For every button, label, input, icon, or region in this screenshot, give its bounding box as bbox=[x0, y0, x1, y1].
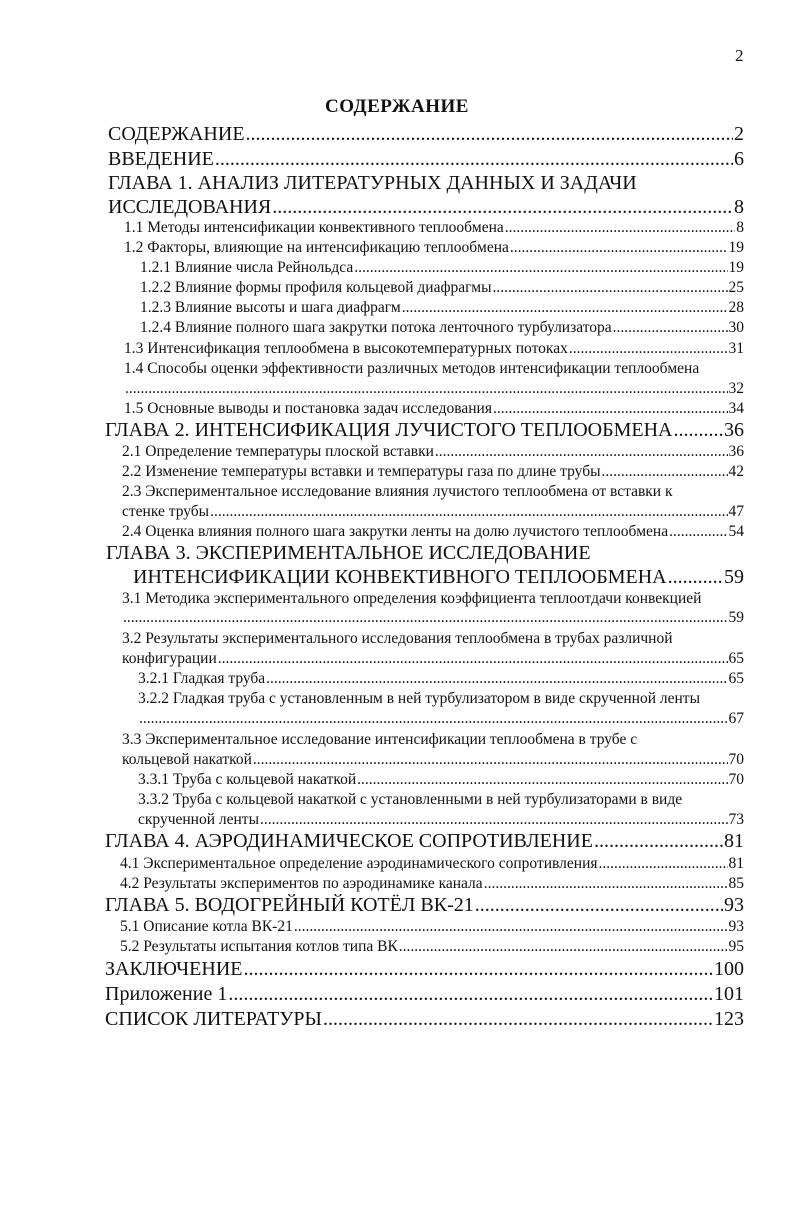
toc-entry[interactable] bbox=[122, 609, 744, 627]
toc-entry-text[interactable]: 1.4 Способы оценки эффективности различных методов интенсификации теплообмена bbox=[124, 360, 700, 377]
page-number: 2 bbox=[735, 46, 744, 65]
toc-entry-page: 70 bbox=[728, 751, 744, 768]
toc-leader bbox=[599, 855, 728, 873]
toc-entry-page: 59 bbox=[728, 609, 744, 626]
toc-entry[interactable] bbox=[105, 830, 744, 853]
toc-entry[interactable] bbox=[105, 1008, 744, 1031]
toc-leader bbox=[674, 419, 724, 442]
toc-leader bbox=[668, 566, 723, 589]
toc-entry-text: 1.3 Интенсификация теплообмена в высокотемпературных потоках bbox=[124, 340, 568, 357]
toc-entry[interactable] bbox=[133, 566, 744, 589]
toc-entry[interactable] bbox=[140, 259, 744, 277]
toc-entry-text: 1.2.2 Влияние формы профиля кольцевой диафрагмы bbox=[140, 279, 492, 296]
toc-entry[interactable] bbox=[122, 650, 744, 668]
toc-entry-page: 47 bbox=[728, 503, 744, 520]
toc-entry-text[interactable]: ГЛАВА 3. ЭКСПЕРИМЕНТАЛЬНОЕ ИССЛЕДОВАНИЕ bbox=[106, 542, 591, 564]
toc-leader bbox=[493, 400, 728, 418]
toc-leader bbox=[246, 123, 733, 146]
toc-entry-text: скрученной ленты bbox=[138, 811, 259, 828]
toc-entry-page: 19 bbox=[728, 259, 744, 276]
toc-leader bbox=[294, 918, 728, 936]
toc-entry-page: 30 bbox=[728, 319, 744, 336]
toc-title: СОДЕРЖАНИЕ bbox=[325, 96, 469, 117]
toc-entry[interactable] bbox=[122, 503, 744, 521]
toc-entry-text: 2.2 Изменение температуры вставки и температуры газа по длине трубы bbox=[122, 463, 601, 480]
toc-entry-text[interactable]: 3.2.2 Гладкая труба с установленным в ней турбулизатором в виде скрученной ленты bbox=[138, 690, 700, 707]
toc-entry[interactable] bbox=[140, 299, 744, 317]
toc-entry[interactable] bbox=[122, 443, 744, 461]
toc-entry-text: ВВЕДЕНИЕ bbox=[108, 148, 214, 170]
toc-leader bbox=[484, 875, 728, 893]
toc-entry[interactable] bbox=[120, 938, 744, 956]
toc-entry-text: СПИСОК ЛИТЕРАТУРЫ bbox=[105, 1008, 322, 1030]
toc-leader bbox=[139, 710, 728, 728]
toc-entry[interactable] bbox=[122, 523, 744, 541]
toc-entry[interactable] bbox=[138, 670, 744, 688]
toc-entry-text[interactable]: 3.1 Методика экспериментального определения коэффициента теплоотдачи конвекцией bbox=[122, 590, 702, 607]
toc-leader bbox=[272, 196, 733, 219]
toc-leader bbox=[123, 609, 728, 627]
toc-entry[interactable] bbox=[122, 463, 744, 481]
toc-entry-page: 54 bbox=[728, 523, 744, 540]
toc-entry-page: 36 bbox=[724, 419, 744, 441]
toc-entry-page: 67 bbox=[728, 710, 744, 727]
toc-entry-text: ЗАКЛЮЧЕНИЕ bbox=[105, 958, 243, 980]
toc-leader bbox=[594, 830, 723, 853]
toc-entry-page: 31 bbox=[728, 340, 744, 357]
toc-entry[interactable] bbox=[105, 983, 744, 1006]
toc-entry[interactable] bbox=[124, 400, 744, 418]
toc-entry-page: 70 bbox=[728, 771, 744, 788]
toc-entry-text[interactable]: 3.2 Результаты экспериментального исследования теплообмена в трубах различной bbox=[122, 630, 673, 647]
toc-leader bbox=[602, 463, 728, 481]
toc-entry-text: конфигурации bbox=[122, 650, 217, 667]
toc-leader bbox=[228, 983, 713, 1006]
toc-leader bbox=[669, 523, 727, 541]
toc-leader bbox=[399, 938, 728, 956]
toc-entry-page: 65 bbox=[728, 670, 744, 687]
toc-entry[interactable] bbox=[120, 918, 744, 936]
toc-entry-page: 36 bbox=[728, 443, 744, 460]
toc-entry[interactable] bbox=[120, 855, 744, 873]
toc-entry[interactable] bbox=[124, 380, 744, 398]
toc-leader bbox=[266, 670, 727, 688]
toc-leader bbox=[505, 219, 735, 237]
toc-leader bbox=[210, 503, 727, 521]
toc-entry[interactable] bbox=[108, 196, 744, 219]
toc-entry-text: 1.2.4 Влияние полного шага закрутки потока ленточного турбулизатора bbox=[140, 319, 612, 336]
toc-entry-text[interactable]: 3.3 Экспериментальное исследование интенсификации теплообмена в трубе с bbox=[122, 731, 638, 748]
toc-leader bbox=[613, 319, 728, 337]
toc-entry-text: 3.3.1 Труба с кольцевой накаткой bbox=[138, 771, 357, 788]
toc-leader bbox=[475, 894, 723, 917]
toc-entry-page: 19 bbox=[728, 239, 744, 256]
toc-leader bbox=[253, 751, 728, 769]
toc-entry-text: кольцевой накаткой bbox=[122, 751, 252, 768]
toc-entry-page: 34 bbox=[728, 400, 744, 417]
toc-entry[interactable] bbox=[120, 875, 744, 893]
toc-entry-text: 2.1 Определение температуры плоской вставки bbox=[122, 443, 434, 460]
toc-entry-page: 100 bbox=[714, 958, 744, 980]
toc-entry-text[interactable]: ГЛАВА 1. АНАЛИЗ ЛИТЕРАТУРНЫХ ДАННЫХ И ЗАДАЧИ bbox=[108, 172, 637, 194]
toc-entry-text: ИНТЕНСИФИКАЦИИ КОНВЕКТИВНОГО ТЕПЛООБМЕНА bbox=[133, 566, 667, 588]
toc-entry-text: ГЛАВА 5. ВОДОГРЕЙНЫЙ КОТЁЛ ВК-21 bbox=[105, 894, 474, 916]
toc-entry[interactable] bbox=[124, 239, 744, 257]
toc-entry-text: Приложение 1 bbox=[105, 983, 228, 1005]
toc-entry[interactable] bbox=[105, 958, 744, 981]
toc-entry[interactable] bbox=[140, 279, 744, 297]
toc-entry-page: 59 bbox=[724, 566, 744, 588]
toc-entry-text: 5.2 Результаты испытания котлов типа ВК bbox=[120, 938, 398, 955]
toc-leader bbox=[354, 259, 727, 277]
toc-entry[interactable] bbox=[108, 123, 744, 146]
toc-entry-page: 42 bbox=[728, 463, 744, 480]
toc-leader bbox=[510, 239, 728, 257]
toc-entry[interactable] bbox=[105, 894, 744, 917]
toc-entry-text: 4.1 Экспериментальное определение аэродинамического сопротивления bbox=[120, 855, 598, 872]
toc-entry-text: СОДЕРЖАНИЕ bbox=[108, 123, 245, 145]
toc-entry-page: 8 bbox=[736, 219, 744, 236]
toc-entry-text: стенке трубы bbox=[122, 503, 210, 520]
toc-entry-text: 3.2.1 Гладкая труба bbox=[138, 670, 266, 687]
toc-entry-page: 85 bbox=[728, 875, 744, 892]
toc-entry-text: 1.2 Факторы, влияющие на интенсификацию теплообмена bbox=[124, 239, 509, 256]
toc-entry[interactable] bbox=[108, 148, 744, 171]
toc-entry-text: 2.4 Оценка влияния полного шага закрутки ленты на долю лучистого теплообмена bbox=[122, 523, 669, 540]
toc-entry-text: 5.1 Описание котла ВК-21 bbox=[120, 918, 293, 935]
toc-entry-page: 2 bbox=[734, 123, 744, 145]
toc-entry-text: 4.2 Результаты экспериментов по аэродинамике канала bbox=[120, 875, 483, 892]
toc-leader bbox=[569, 340, 728, 358]
toc-entry-page: 28 bbox=[728, 299, 744, 316]
toc-entry-page: 123 bbox=[714, 1008, 744, 1030]
toc-entry-page: 81 bbox=[728, 855, 744, 872]
toc-entry-page: 65 bbox=[728, 650, 744, 667]
toc-leader bbox=[243, 958, 713, 981]
toc-entry-text[interactable]: 2.3 Экспериментальное исследование влияния лучистого теплообмена от вставки к bbox=[122, 483, 673, 500]
toc-entry-text: 1.2.1 Влияние числа Рейнольдса bbox=[140, 259, 354, 276]
toc-entry[interactable] bbox=[138, 771, 744, 789]
toc-entry[interactable] bbox=[138, 811, 744, 829]
toc-leader bbox=[357, 771, 727, 789]
toc-entry-page: 93 bbox=[724, 894, 744, 916]
toc-entry-text: 1.1 Методы интенсификации конвективного теплообмена bbox=[124, 219, 504, 236]
toc-entry[interactable] bbox=[138, 710, 744, 728]
toc-leader bbox=[435, 443, 728, 461]
toc-leader bbox=[493, 279, 728, 297]
toc-entry-text: 1.5 Основные выводы и постановка задач исследования bbox=[124, 400, 492, 417]
toc-entry-page: 81 bbox=[724, 830, 744, 852]
toc-entry[interactable] bbox=[105, 419, 744, 442]
toc-entry-page: 73 bbox=[728, 811, 744, 828]
toc-entry-page: 25 bbox=[728, 279, 744, 296]
toc-leader bbox=[215, 148, 733, 171]
toc-entry-page: 32 bbox=[728, 380, 744, 397]
toc-entry-page: 101 bbox=[714, 983, 744, 1005]
toc-leader bbox=[125, 380, 728, 398]
toc-entry-page: 8 bbox=[734, 196, 744, 218]
toc-entry-page: 95 bbox=[728, 938, 744, 955]
toc-entry-text: ГЛАВА 2. ИНТЕНСИФИКАЦИЯ ЛУЧИСТОГО ТЕПЛООБМЕНА bbox=[105, 419, 673, 441]
toc-entry-text[interactable]: 3.3.2 Труба с кольцевой накаткой с установленными в ней турбулизаторами в виде bbox=[138, 791, 683, 808]
toc-entry[interactable] bbox=[124, 340, 744, 358]
toc-entry[interactable] bbox=[124, 219, 744, 237]
toc-entry[interactable] bbox=[122, 751, 744, 769]
toc-leader bbox=[402, 299, 728, 317]
toc-leader bbox=[260, 811, 728, 829]
toc-entry-text: ГЛАВА 4. АЭРОДИНАМИЧЕСКОЕ СОПРОТИВЛЕНИЕ bbox=[105, 830, 593, 852]
toc-entry[interactable] bbox=[140, 319, 744, 337]
toc-leader bbox=[218, 650, 728, 668]
toc-entry-page: 6 bbox=[734, 148, 744, 170]
toc-entry-page: 93 bbox=[728, 918, 744, 935]
toc-entry-text: 1.2.3 Влияние высоты и шага диафрагм bbox=[140, 299, 401, 316]
toc-leader bbox=[323, 1008, 713, 1031]
toc-entry-text: ИССЛЕДОВАНИЯ bbox=[108, 196, 272, 218]
